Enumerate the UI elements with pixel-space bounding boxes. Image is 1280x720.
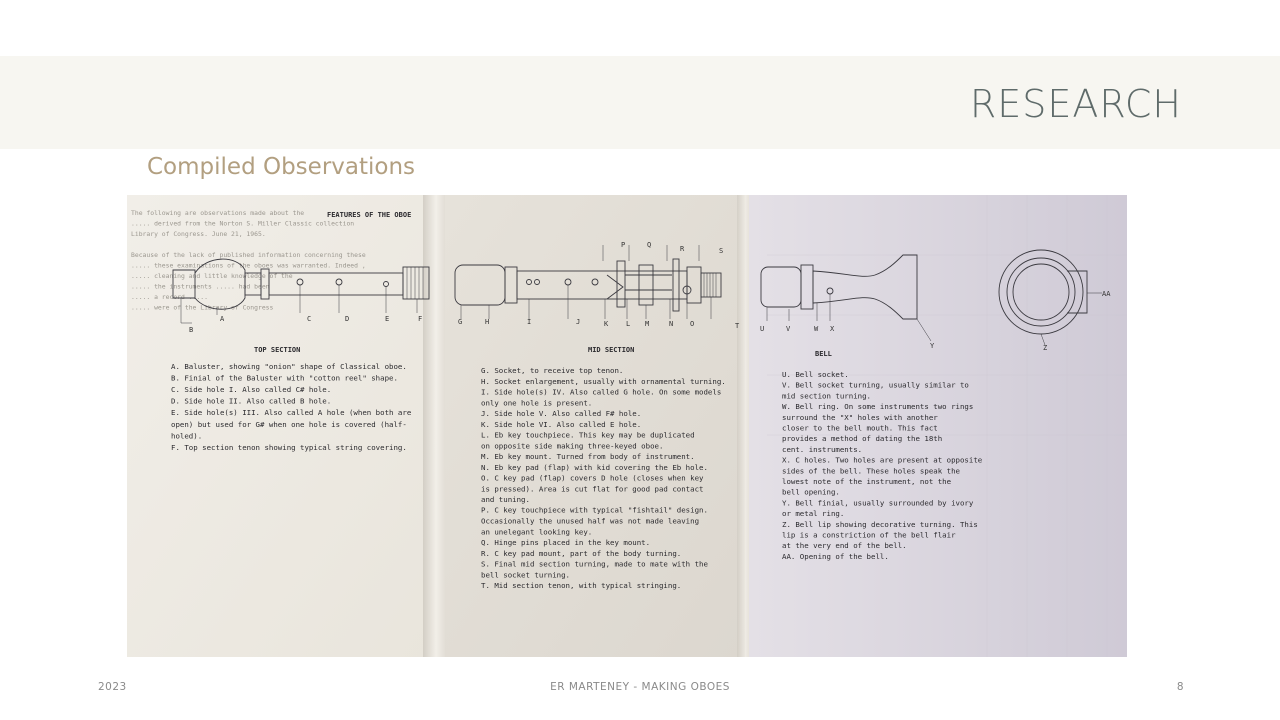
label-Y: Y <box>930 342 935 350</box>
bell-item: mid section turning. <box>782 391 871 401</box>
background-note-line: ..... the instruments ..... had been <box>131 282 270 291</box>
background-note-line: ..... derived from the Norton S. Miller Classic collection <box>131 219 355 228</box>
mid-section-item: bell socket turning. <box>481 570 570 580</box>
label-M: M <box>645 320 650 328</box>
slide-title: RESEARCH <box>969 82 1182 126</box>
bell-item: bell opening. <box>782 487 840 497</box>
slide-subtitle: Compiled Observations <box>147 154 416 180</box>
bell-item: Z. Bell lip showing decorative turning. This <box>782 519 978 529</box>
label-P: P <box>621 241 626 249</box>
mid-section-item: L. Eb key touchpiece. This key may be duplicated <box>481 430 695 440</box>
footer-author-title: ER MARTENEY - MAKING OBOES <box>550 681 730 693</box>
label-J: J <box>576 318 581 326</box>
label-W: W <box>814 325 819 333</box>
label-V: V <box>786 325 791 333</box>
label-G: G <box>458 318 463 326</box>
mid-section-item: J. Side hole V. Also called F# hole. <box>481 409 642 418</box>
bell-heading: BELL <box>815 350 832 358</box>
top-section-item: open) but used for G# when one hole is covered (half- <box>171 419 407 429</box>
label-U: U <box>760 325 765 333</box>
mid-section-item: and tuning. <box>481 495 530 504</box>
top-section-item: C. Side hole I. Also called C# hole. <box>171 385 332 395</box>
mid-section-item: N. Eb key pad (flap) with kid covering the Eb hole. <box>481 462 708 472</box>
mid-section-item: Q. Hinge pins placed in the key mount. <box>481 538 651 547</box>
label-X: X <box>830 325 835 333</box>
background-note-line: ..... these examinations of the oboes was warranted. Indeed , <box>131 261 366 270</box>
mid-section-item: G. Socket, to receive top tenon. <box>481 366 624 375</box>
label-D: D <box>345 315 350 323</box>
mid-section-item: I. Side hole(s) IV. Also called G hole. On some models <box>481 387 722 397</box>
bell-item: lip is a constriction of the bell flair <box>782 530 956 540</box>
mid-section-item: P. C key touchpiece with typical "fishtail" design. <box>481 505 708 515</box>
background-note-line: Because of the lack of published information concerning these <box>131 251 366 259</box>
document-photo <box>127 195 1127 657</box>
footer-year: 2023 <box>98 681 127 693</box>
bell-item: sides of the bell. These holes speak the <box>782 466 960 476</box>
bell-item: Y. Bell finial, usually surrounded by ivory <box>782 498 974 508</box>
background-note-line: Library of Congress. June 21, 1965. <box>131 230 266 238</box>
document-photo-svg <box>127 195 1127 657</box>
label-K: K <box>604 320 609 328</box>
label-H: H <box>485 318 490 326</box>
background-note-line: ..... cleaning and little knowledge of the <box>131 272 293 280</box>
label-F: F <box>418 315 423 323</box>
label-A: A <box>220 315 225 323</box>
label-R: R <box>680 245 685 253</box>
label-T: T <box>735 322 740 330</box>
bell-item: provides a method of dating the 18th <box>782 434 943 444</box>
mid-section-item: T. Mid section tenon, with typical stringing. <box>481 581 682 590</box>
mid-section-item: is pressed). Area is cut flat for good pad contact <box>481 484 704 494</box>
bell-item: closer to the bell mouth. This fact <box>782 423 938 433</box>
background-note-line: ..... a record ..... <box>131 293 208 301</box>
top-section-item: holed). <box>171 431 203 441</box>
bell-item: U. Bell socket. <box>782 370 849 379</box>
background-note-line: ..... were of the Library of Congress <box>131 303 274 312</box>
page-heading: FEATURES OF THE OBOE <box>327 211 412 219</box>
label-O: O <box>690 320 695 328</box>
label-Z: Z <box>1043 344 1048 352</box>
footer-page-number: 8 <box>1176 681 1184 693</box>
bell-item: or metal ring. <box>782 509 845 519</box>
mid-section-item: S. Final mid section turning, made to mate with the <box>481 559 708 569</box>
label-E: E <box>385 315 390 323</box>
bell-item: surround the "X" holes with another <box>782 412 938 422</box>
bell-item: X. C holes. Two holes are present at opposite <box>782 455 983 465</box>
label-C: C <box>307 315 312 323</box>
top-section-heading: TOP SECTION <box>254 346 301 354</box>
label-AA: AA <box>1102 290 1111 298</box>
label-N: N <box>669 320 674 328</box>
mid-section-item: O. C key pad (flap) covers D hole (closes when key <box>481 473 704 483</box>
mid-section-item: an unelegant looking key. <box>481 527 593 537</box>
bell-item: cent. instruments. <box>782 444 863 454</box>
top-section-item: E. Side hole(s) III. Also called A hole (when both are <box>171 408 412 418</box>
bell-item: AA. Opening of the bell. <box>782 551 889 561</box>
bell-item: V. Bell socket turning, usually similar to <box>782 380 969 390</box>
top-section-item: B. Finial of the Baluster with "cotton reel" shape. <box>171 373 398 383</box>
mid-section-item: M. Eb key mount. Turned from body of instrument. <box>481 452 695 461</box>
background-note-line: The following are observations made about the <box>131 209 305 217</box>
top-section-item: D. Side hole II. Also called B hole. <box>171 396 332 406</box>
bell-item: at the very end of the bell. <box>782 541 907 551</box>
mid-section-item: only one hole is present. <box>481 398 593 408</box>
mid-section-item: H. Socket enlargement, usually with ornamental turning. <box>481 376 726 386</box>
top-section-item: F. Top section tenon showing typical string covering. <box>171 442 407 452</box>
label-S: S <box>719 247 724 255</box>
mid-section-item: Occasionally the unused half was not made leaving <box>481 516 700 526</box>
bell-item: W. Bell ring. On some instruments two rings <box>782 402 974 412</box>
bell-item: lowest note of the instrument, not the <box>782 477 952 486</box>
label-Q: Q <box>647 241 652 249</box>
mid-section-item: K. Side hole VI. Also called E hole. <box>481 419 642 429</box>
mid-section-item: R. C key pad mount, part of the body turning. <box>481 548 682 558</box>
label-I: I <box>527 318 532 326</box>
top-section-item: A. Baluster, showing "onion" shape of Classical oboe. <box>171 362 407 371</box>
mid-section-item: on opposite side making three-keyed oboe. <box>481 441 664 451</box>
label-B: B <box>189 326 194 334</box>
label-L: L <box>626 320 631 328</box>
mid-section-heading: MID SECTION <box>588 346 635 354</box>
